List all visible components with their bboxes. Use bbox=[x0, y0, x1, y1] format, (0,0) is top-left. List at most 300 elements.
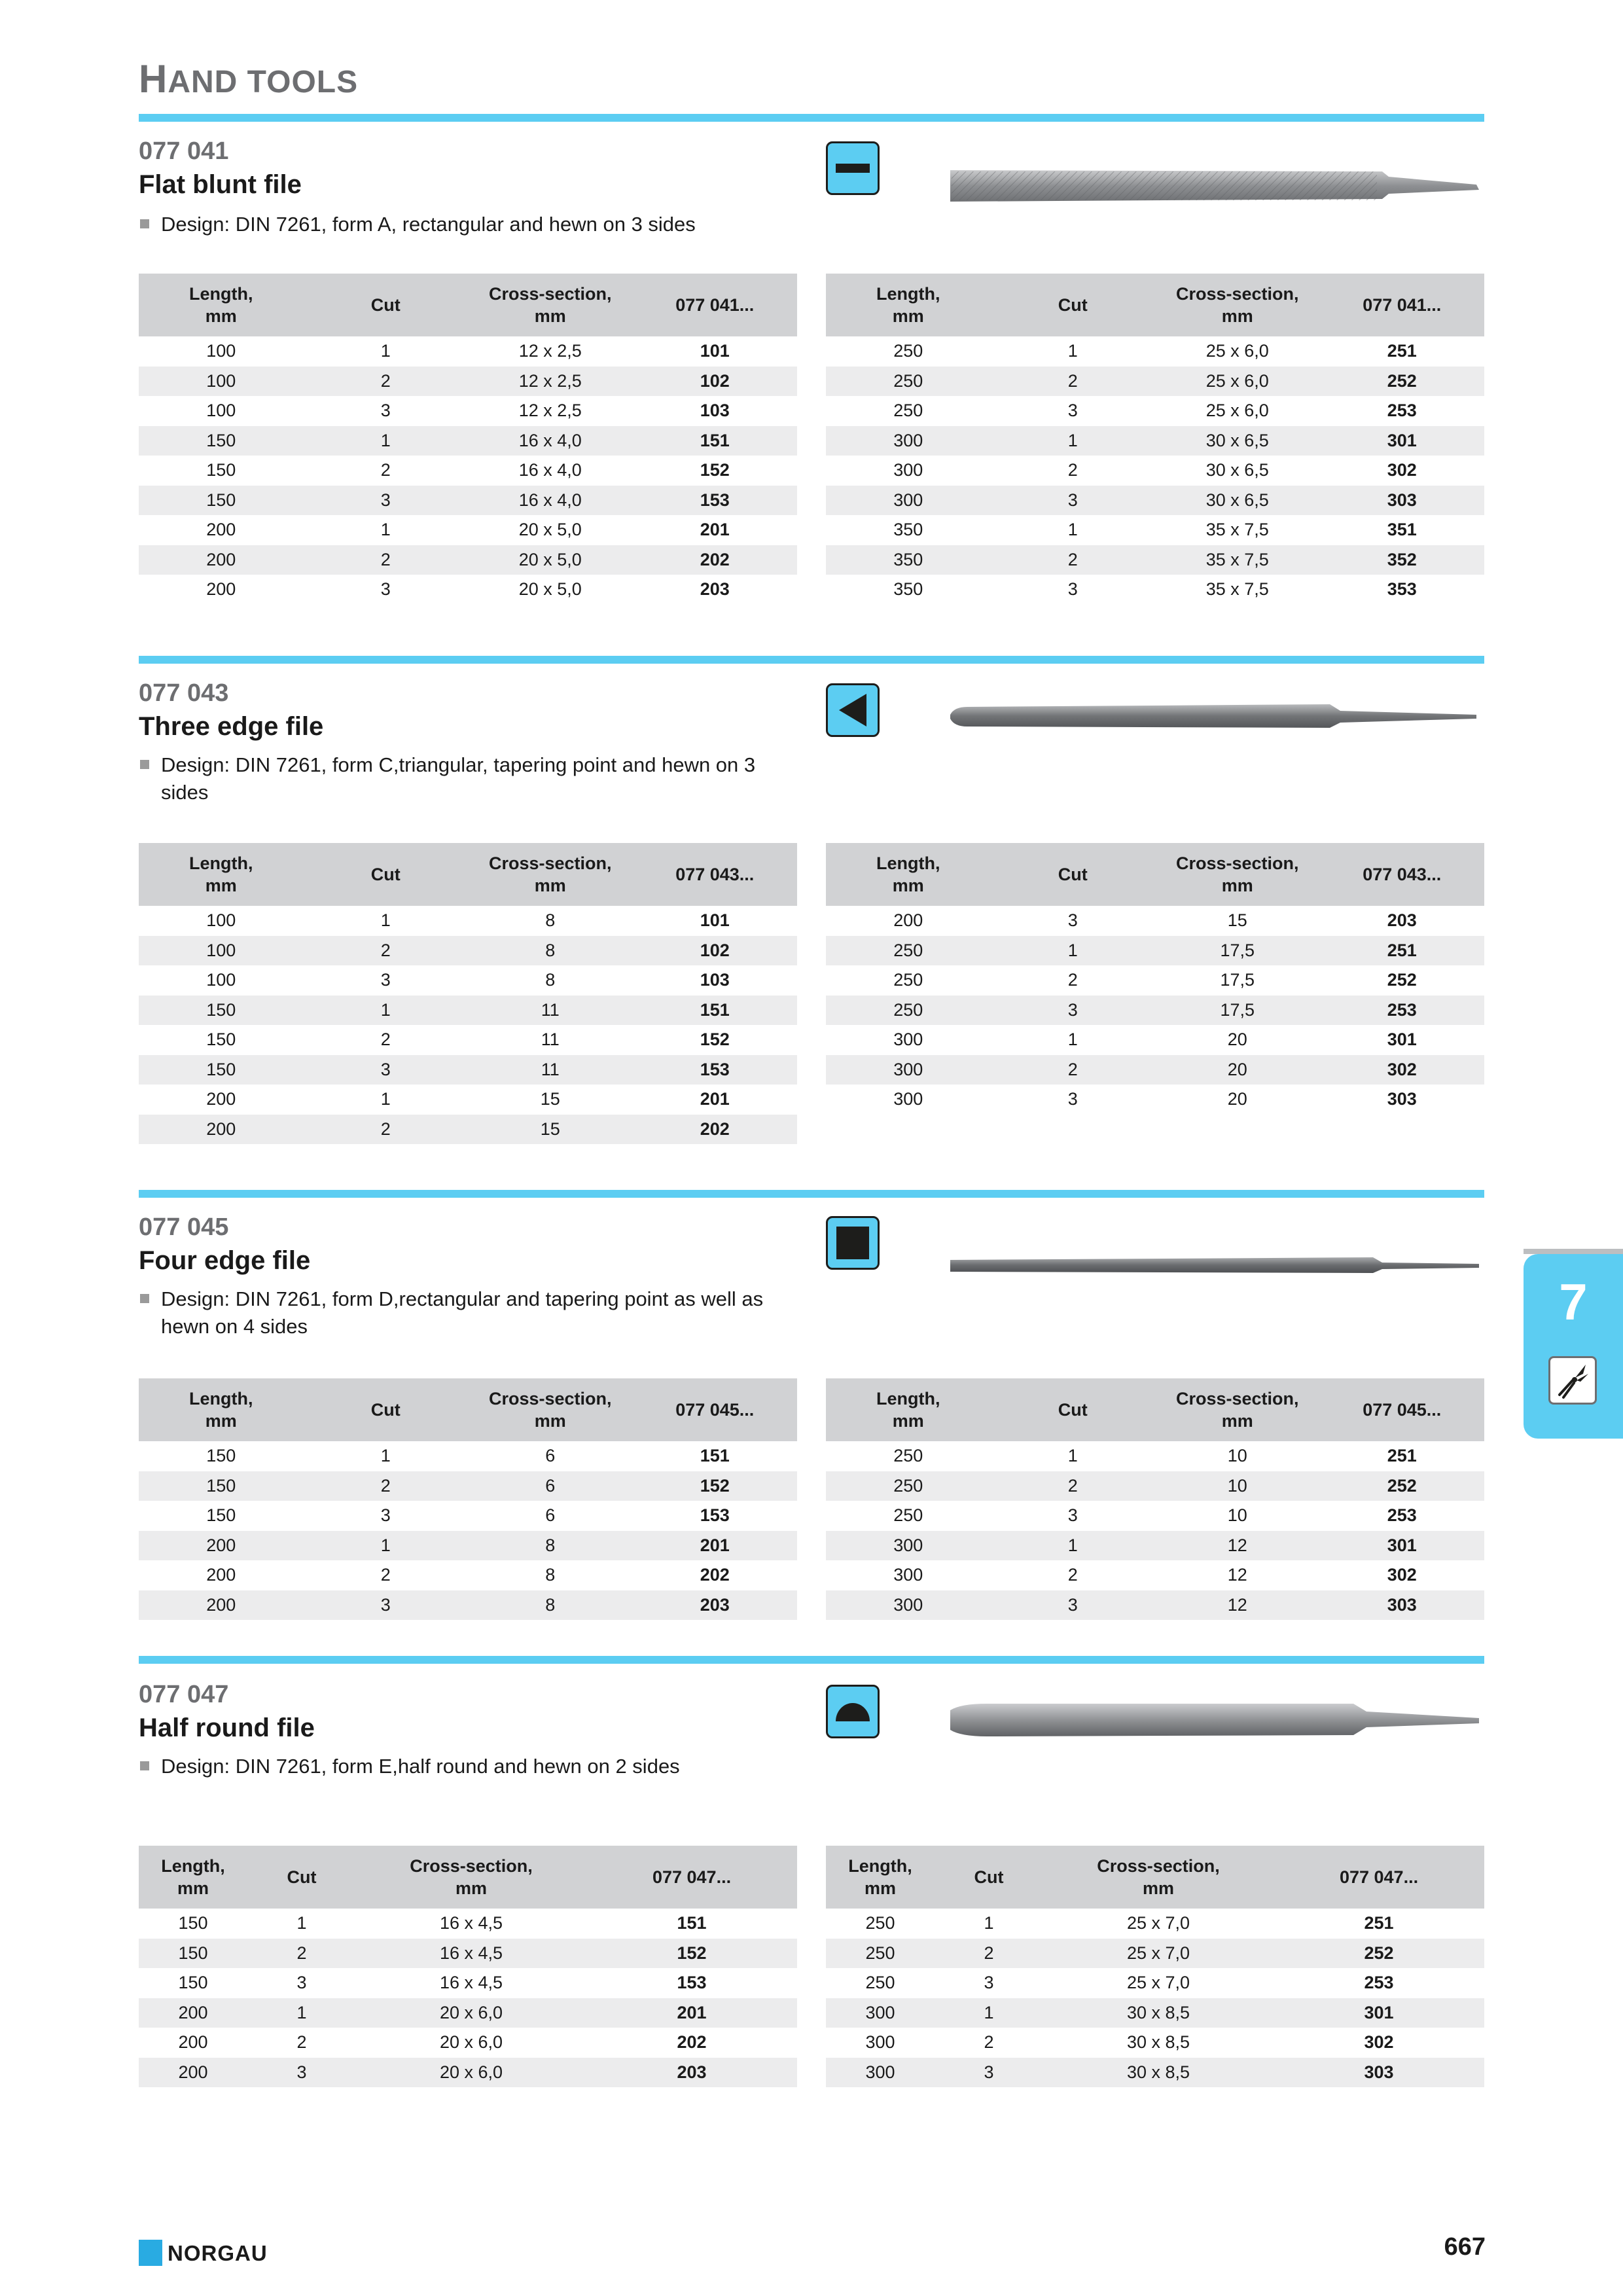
length-cell: 150 bbox=[206, 1505, 236, 1526]
table-row bbox=[139, 396, 797, 426]
cross-section-cell: 20 x 5,0 bbox=[468, 545, 633, 575]
article-code-cell: 151 bbox=[700, 1446, 730, 1466]
article-code-cell: 103 bbox=[700, 401, 730, 421]
cross-section-cell: 12 bbox=[1155, 1531, 1320, 1561]
article-code-cell: 302 bbox=[1364, 2032, 1394, 2053]
header-cross-section bbox=[468, 843, 633, 906]
cross-section-cell: 35 x 7,5 bbox=[1205, 579, 1269, 600]
cut-cell: 1 bbox=[1067, 341, 1078, 361]
length-cell: 200 bbox=[139, 1590, 304, 1621]
cut-cell: 2 bbox=[935, 1939, 1043, 1969]
table-row bbox=[826, 396, 1484, 426]
cross-section-cell: 17,5 bbox=[1155, 996, 1320, 1026]
cross-section-cell: 8 bbox=[468, 1531, 633, 1561]
article-code-cell: 351 bbox=[1387, 520, 1417, 540]
article-code-cell: 153 bbox=[633, 1055, 798, 1085]
header-length bbox=[139, 1846, 247, 1909]
article-code-cell: 301 bbox=[1320, 426, 1485, 456]
cut-cell: 3 bbox=[380, 401, 391, 421]
cut-cell: 2 bbox=[247, 1939, 356, 1969]
section-title: Half round file bbox=[139, 1713, 315, 1742]
header-cut-text: Cut bbox=[370, 295, 401, 315]
cut-cell: 2 bbox=[296, 2032, 307, 2053]
table-row bbox=[139, 936, 797, 966]
table-row bbox=[826, 575, 1484, 605]
design-text: Design: DIN 7261, form A, rectangular and hewn on 3 sides bbox=[161, 213, 696, 236]
article-code-cell: 301 bbox=[1274, 1998, 1484, 2028]
article-code-cell: 303 bbox=[1387, 1089, 1417, 1109]
cut-cell: 2 bbox=[991, 1055, 1156, 1085]
table-row bbox=[139, 965, 797, 996]
page-number: 667 bbox=[1444, 2233, 1486, 2261]
header-article bbox=[586, 1846, 797, 1909]
header-cross-section bbox=[468, 1378, 633, 1441]
cross-section-cell: 30 x 8,5 bbox=[1043, 1998, 1274, 2028]
length-cell: 150 bbox=[139, 1471, 304, 1501]
header-length bbox=[139, 274, 304, 336]
four-edge-file-image bbox=[948, 1236, 1484, 1295]
three-edge-file-image bbox=[948, 687, 1484, 746]
length-cell: 200 bbox=[206, 1565, 236, 1585]
section-design bbox=[140, 1285, 789, 1340]
cross-section-cell: 35 x 7,5 bbox=[1205, 520, 1269, 540]
table-row bbox=[826, 1441, 1484, 1471]
cross-section-cell: 6 bbox=[545, 1446, 556, 1466]
design-text: Design: DIN 7261, form E,half round and hewn on 2 sides bbox=[161, 1755, 680, 1778]
header-cut bbox=[304, 274, 469, 336]
header-length-text: Length, mm bbox=[876, 853, 940, 895]
header-length-text: Length, mm bbox=[848, 1856, 912, 1898]
cross-section-cell: 20 x 6,0 bbox=[356, 1998, 586, 2028]
article-code-cell: 151 bbox=[633, 426, 798, 456]
cut-cell: 1 bbox=[380, 1446, 391, 1466]
cut-cell: 1 bbox=[380, 1089, 391, 1109]
article-code-cell: 253 bbox=[1387, 401, 1417, 421]
section-title: Flat blunt file bbox=[139, 170, 302, 199]
length-cell: 150 bbox=[139, 486, 304, 516]
cut-cell: 3 bbox=[304, 486, 469, 516]
article-code-cell: 202 bbox=[633, 545, 798, 575]
cut-cell: 3 bbox=[304, 1055, 469, 1085]
article-code-cell: 253 bbox=[1364, 1973, 1394, 1993]
article-code-cell: 302 bbox=[1387, 460, 1417, 480]
length-cell: 200 bbox=[206, 1089, 236, 1109]
cross-section-cell: 10 bbox=[1227, 1446, 1247, 1466]
table-row bbox=[139, 575, 797, 605]
header-article bbox=[633, 274, 798, 336]
length-cell: 250 bbox=[826, 996, 991, 1026]
header-cross-section-text: Cross-section, mm bbox=[1175, 284, 1299, 326]
cross-section-cell: 8 bbox=[545, 1565, 556, 1585]
cut-cell: 1 bbox=[380, 341, 391, 361]
header-article bbox=[1274, 1846, 1484, 1909]
header-cut bbox=[247, 1846, 356, 1909]
header-cut-text: Cut bbox=[1058, 1400, 1088, 1420]
table-row bbox=[826, 2028, 1484, 2058]
cross-section-cell: 8 bbox=[545, 910, 556, 931]
article-code-cell: 152 bbox=[700, 460, 730, 480]
header-cut bbox=[304, 843, 469, 906]
length-cell: 100 bbox=[206, 970, 236, 990]
table-row bbox=[139, 906, 797, 936]
article-code-cell: 153 bbox=[677, 1973, 707, 1993]
header-article bbox=[1320, 843, 1485, 906]
cut-cell: 2 bbox=[1067, 460, 1078, 480]
article-code-cell: 303 bbox=[1274, 2058, 1484, 2088]
length-cell: 350 bbox=[893, 520, 923, 540]
cross-section-cell: 16 x 4,0 bbox=[518, 460, 582, 480]
cross-section-cell: 20 x 5,0 bbox=[518, 579, 582, 600]
table-row bbox=[139, 2058, 797, 2088]
cut-cell: 1 bbox=[991, 426, 1156, 456]
table-row bbox=[826, 1998, 1484, 2028]
cross-section-cell: 6 bbox=[545, 1505, 556, 1526]
article-code-cell: 352 bbox=[1320, 545, 1485, 575]
length-cell: 100 bbox=[139, 936, 304, 966]
cut-cell: 2 bbox=[991, 367, 1156, 397]
article-code-cell: 252 bbox=[1387, 970, 1417, 990]
length-cell: 150 bbox=[139, 996, 304, 1026]
header-length-text: Length, mm bbox=[189, 1389, 253, 1431]
header-article bbox=[1320, 274, 1485, 336]
header-article-text: 077 045... bbox=[675, 1400, 755, 1420]
table-row bbox=[826, 1531, 1484, 1561]
article-code-cell: 202 bbox=[677, 2032, 707, 2053]
article-code-cell: 102 bbox=[633, 936, 798, 966]
section-design bbox=[140, 1753, 680, 1780]
cut-cell: 3 bbox=[1067, 401, 1078, 421]
cut-cell: 2 bbox=[1067, 1565, 1078, 1585]
cut-cell: 3 bbox=[991, 486, 1156, 516]
header-cut-text: Cut bbox=[1058, 295, 1088, 315]
pliers-icon bbox=[1548, 1356, 1597, 1405]
spec-table-left bbox=[139, 274, 797, 605]
length-cell: 250 bbox=[865, 1913, 895, 1933]
length-cell: 300 bbox=[826, 486, 991, 516]
length-cell: 100 bbox=[206, 341, 236, 361]
header-article-text: 077 041... bbox=[1363, 295, 1442, 315]
header-cross-section bbox=[468, 274, 633, 336]
cross-section-cell: 35 x 7,5 bbox=[1155, 545, 1320, 575]
header-length bbox=[826, 1378, 991, 1441]
cross-section-cell: 16 x 4,5 bbox=[439, 1913, 503, 1933]
cut-cell: 3 bbox=[991, 996, 1156, 1026]
table-row bbox=[826, 1055, 1484, 1085]
table-row bbox=[826, 936, 1484, 966]
length-cell: 250 bbox=[826, 367, 991, 397]
spec-table-right bbox=[826, 843, 1484, 1115]
header-cross-section-text: Cross-section, mm bbox=[488, 853, 612, 895]
header-length-text: Length, mm bbox=[189, 284, 253, 326]
bullet-icon bbox=[140, 1294, 149, 1303]
header-cross-section bbox=[1043, 1846, 1274, 1909]
cross-section-cell: 20 x 6,0 bbox=[439, 2032, 503, 2053]
article-code-cell: 151 bbox=[633, 996, 798, 1026]
cross-section-cell: 15 bbox=[468, 1115, 633, 1145]
length-cell: 350 bbox=[826, 545, 991, 575]
article-code-cell: 203 bbox=[700, 579, 730, 600]
length-cell: 250 bbox=[826, 936, 991, 966]
cut-cell: 1 bbox=[247, 1998, 356, 2028]
header-length bbox=[826, 1846, 935, 1909]
table-row bbox=[139, 1441, 797, 1471]
table-row bbox=[139, 367, 797, 397]
header-length bbox=[826, 274, 991, 336]
header-rule bbox=[139, 114, 1484, 122]
length-cell: 250 bbox=[893, 341, 923, 361]
table-row bbox=[826, 1590, 1484, 1621]
length-cell: 100 bbox=[139, 367, 304, 397]
table-row bbox=[826, 456, 1484, 486]
cut-cell: 3 bbox=[380, 970, 391, 990]
table-row bbox=[139, 456, 797, 486]
header-length-text: Length, mm bbox=[189, 853, 253, 895]
cut-cell: 1 bbox=[991, 936, 1156, 966]
article-code-cell: 152 bbox=[586, 1939, 797, 1969]
table-row bbox=[826, 426, 1484, 456]
article-code-cell: 303 bbox=[1320, 1590, 1485, 1621]
length-cell: 150 bbox=[178, 1913, 208, 1933]
chapter-tab-rule bbox=[1524, 1249, 1623, 1254]
header-article bbox=[1320, 1378, 1485, 1441]
cut-cell: 2 bbox=[304, 1471, 469, 1501]
cross-section-cell: 25 x 6,0 bbox=[1155, 367, 1320, 397]
header-cross-section bbox=[1155, 1378, 1320, 1441]
cross-section-cell: 25 x 7,0 bbox=[1126, 1913, 1190, 1933]
cross-section-cell: 8 bbox=[545, 970, 556, 990]
cut-cell: 1 bbox=[304, 1531, 469, 1561]
article-code-cell: 101 bbox=[700, 910, 730, 931]
table-row bbox=[826, 1471, 1484, 1501]
spec-table-left bbox=[139, 843, 797, 1144]
cut-cell: 1 bbox=[296, 1913, 307, 1933]
table-row bbox=[826, 996, 1484, 1026]
cross-section-cell: 17,5 bbox=[1155, 936, 1320, 966]
header-cross-section-text: Cross-section, mm bbox=[1097, 1856, 1220, 1898]
cut-cell: 1 bbox=[304, 996, 469, 1026]
length-cell: 250 bbox=[893, 1446, 923, 1466]
table-row bbox=[139, 1085, 797, 1115]
header-cross-section bbox=[1155, 274, 1320, 336]
table-row bbox=[139, 1590, 797, 1621]
cut-cell: 3 bbox=[984, 1973, 994, 1993]
header-cut-text: Cut bbox=[1058, 865, 1088, 884]
article-code-cell: 101 bbox=[700, 341, 730, 361]
article-code-cell: 251 bbox=[1387, 341, 1417, 361]
cross-section-cell: 30 x 8,5 bbox=[1043, 2058, 1274, 2088]
article-code-cell: 251 bbox=[1364, 1913, 1394, 1933]
header-article-text: 077 041... bbox=[675, 295, 755, 315]
spec-table-right bbox=[826, 1846, 1484, 2087]
table-row bbox=[826, 1085, 1484, 1115]
bullet-icon bbox=[140, 219, 149, 228]
article-code-cell: 203 bbox=[586, 2058, 797, 2088]
header-article bbox=[633, 1378, 798, 1441]
cross-section-cell: 11 bbox=[541, 1030, 560, 1050]
cross-section-cell: 20 bbox=[1155, 1055, 1320, 1085]
cut-cell: 3 bbox=[1067, 579, 1078, 600]
cut-cell: 2 bbox=[380, 1030, 391, 1050]
length-cell: 300 bbox=[826, 426, 991, 456]
cut-cell: 2 bbox=[304, 1115, 469, 1145]
length-cell: 300 bbox=[826, 1998, 935, 2028]
section-title: Three edge file bbox=[139, 712, 324, 741]
length-cell: 250 bbox=[893, 970, 923, 990]
header-cut bbox=[991, 274, 1156, 336]
brand-logo-mark bbox=[139, 2240, 162, 2266]
spec-table-right bbox=[826, 1378, 1484, 1620]
article-code-cell: 103 bbox=[700, 970, 730, 990]
cut-cell: 3 bbox=[380, 1505, 391, 1526]
section-code: 077 045 bbox=[139, 1213, 229, 1241]
length-cell: 150 bbox=[139, 1055, 304, 1085]
length-cell: 200 bbox=[139, 1531, 304, 1561]
length-cell: 250 bbox=[865, 1973, 895, 1993]
article-code-cell: 201 bbox=[633, 1531, 798, 1561]
table-row bbox=[826, 1939, 1484, 1969]
cut-cell: 3 bbox=[247, 2058, 356, 2088]
article-code-cell: 202 bbox=[633, 1115, 798, 1145]
article-code-cell: 252 bbox=[1320, 1471, 1485, 1501]
table-row bbox=[139, 1115, 797, 1145]
length-cell: 100 bbox=[206, 910, 236, 931]
section-code: 077 047 bbox=[139, 1681, 229, 1708]
table-row bbox=[139, 1939, 797, 1969]
cross-section-cell: 25 x 6,0 bbox=[1205, 341, 1269, 361]
length-cell: 200 bbox=[206, 579, 236, 600]
table-row bbox=[826, 906, 1484, 936]
half-round-file-image bbox=[948, 1691, 1484, 1750]
length-cell: 200 bbox=[206, 520, 236, 540]
table-row bbox=[826, 545, 1484, 575]
cross-section-cell: 16 x 4,5 bbox=[439, 1973, 503, 1993]
article-code-cell: 153 bbox=[700, 1505, 730, 1526]
article-code-cell: 201 bbox=[586, 1998, 797, 2028]
header-cut bbox=[991, 843, 1156, 906]
table-row bbox=[139, 1531, 797, 1561]
header-cut-text: Cut bbox=[370, 1400, 401, 1420]
header-article bbox=[633, 843, 798, 906]
header-cross-section bbox=[1155, 843, 1320, 906]
page-title-rest: AND TOOLS bbox=[168, 65, 359, 99]
cut-cell: 1 bbox=[380, 520, 391, 540]
cut-cell: 2 bbox=[304, 545, 469, 575]
table-row bbox=[139, 1471, 797, 1501]
header-cross-section-text: Cross-section, mm bbox=[488, 284, 612, 326]
length-cell: 300 bbox=[893, 460, 923, 480]
cut-cell: 2 bbox=[991, 1471, 1156, 1501]
table-row bbox=[139, 426, 797, 456]
length-cell: 300 bbox=[865, 2032, 895, 2053]
length-cell: 300 bbox=[826, 1590, 991, 1621]
cross-section-cell: 12 x 2,5 bbox=[518, 341, 582, 361]
section-code: 077 043 bbox=[139, 679, 229, 707]
table-row bbox=[139, 545, 797, 575]
section-rule bbox=[139, 1190, 1484, 1198]
cut-cell: 3 bbox=[1067, 1505, 1078, 1526]
length-cell: 200 bbox=[139, 545, 304, 575]
length-cell: 150 bbox=[139, 1939, 247, 1969]
design-text: Design: DIN 7261, form C,triangular, tapering point and hewn on 3 sides bbox=[161, 753, 756, 804]
table-row bbox=[139, 486, 797, 516]
length-cell: 150 bbox=[206, 1446, 236, 1466]
header-length-text: Length, mm bbox=[161, 1856, 225, 1898]
cross-section-cell: 12 x 2,5 bbox=[518, 401, 582, 421]
table-row bbox=[826, 1560, 1484, 1590]
table-row bbox=[139, 515, 797, 545]
section-title: Four edge file bbox=[139, 1246, 311, 1275]
length-cell: 300 bbox=[893, 1565, 923, 1585]
cross-section-cell: 6 bbox=[468, 1471, 633, 1501]
cross-section-cell: 30 x 6,5 bbox=[1155, 486, 1320, 516]
cross-section-cell: 12 bbox=[1227, 1565, 1247, 1585]
section-code: 077 041 bbox=[139, 137, 229, 165]
length-cell: 150 bbox=[206, 1030, 236, 1050]
cross-section-cell: 11 bbox=[468, 996, 633, 1026]
table-row bbox=[826, 965, 1484, 996]
cut-cell: 1 bbox=[984, 1913, 994, 1933]
header-article-text: 077 045... bbox=[1363, 1400, 1442, 1420]
page-title bbox=[139, 56, 358, 101]
article-code-cell: 301 bbox=[1387, 1030, 1417, 1050]
cross-section-cell: 10 bbox=[1227, 1505, 1247, 1526]
length-cell: 250 bbox=[893, 401, 923, 421]
cross-section-cell: 16 x 4,5 bbox=[356, 1939, 586, 1969]
header-article-text: 077 047... bbox=[652, 1867, 732, 1887]
table-row bbox=[139, 2028, 797, 2058]
cross-section-cell: 25 x 7,0 bbox=[1043, 1939, 1274, 1969]
cut-cell: 2 bbox=[1067, 970, 1078, 990]
cut-cell: 3 bbox=[935, 2058, 1043, 2088]
length-cell: 200 bbox=[139, 2058, 247, 2088]
table-row bbox=[826, 1025, 1484, 1055]
cross-section-cell: 12 x 2,5 bbox=[468, 367, 633, 397]
header-cut bbox=[991, 1378, 1156, 1441]
header-cross-section-text: Cross-section, mm bbox=[1175, 1389, 1299, 1431]
header-cut-text: Cut bbox=[287, 1867, 317, 1887]
table-row bbox=[139, 1025, 797, 1055]
section-rule bbox=[139, 656, 1484, 664]
cross-section-cell: 20 x 5,0 bbox=[518, 520, 582, 540]
article-code-cell: 253 bbox=[1320, 996, 1485, 1026]
square-profile-icon bbox=[826, 1216, 880, 1270]
cross-section-cell: 12 bbox=[1155, 1590, 1320, 1621]
length-cell: 300 bbox=[826, 1531, 991, 1561]
spec-table-left bbox=[139, 1378, 797, 1620]
article-code-cell: 253 bbox=[1387, 1505, 1417, 1526]
article-code-cell: 251 bbox=[1387, 1446, 1417, 1466]
article-code-cell: 203 bbox=[633, 1590, 798, 1621]
cross-section-cell: 16 x 4,0 bbox=[468, 486, 633, 516]
length-cell: 200 bbox=[178, 2032, 208, 2053]
length-cell: 200 bbox=[139, 1998, 247, 2028]
cut-cell: 2 bbox=[380, 460, 391, 480]
bullet-icon bbox=[140, 760, 149, 769]
page-title-initial: H bbox=[139, 57, 168, 101]
cross-section-cell: 15 bbox=[540, 1089, 560, 1109]
cross-section-cell: 8 bbox=[468, 1590, 633, 1621]
length-cell: 100 bbox=[206, 401, 236, 421]
header-cross-section bbox=[356, 1846, 586, 1909]
table-row bbox=[826, 486, 1484, 516]
table-row bbox=[826, 2058, 1484, 2088]
article-code-cell: 353 bbox=[1387, 579, 1417, 600]
cross-section-cell: 15 bbox=[1227, 910, 1247, 931]
article-code-cell: 153 bbox=[633, 486, 798, 516]
header-cut bbox=[304, 1378, 469, 1441]
cut-cell: 3 bbox=[991, 1590, 1156, 1621]
table-row bbox=[139, 1909, 797, 1939]
